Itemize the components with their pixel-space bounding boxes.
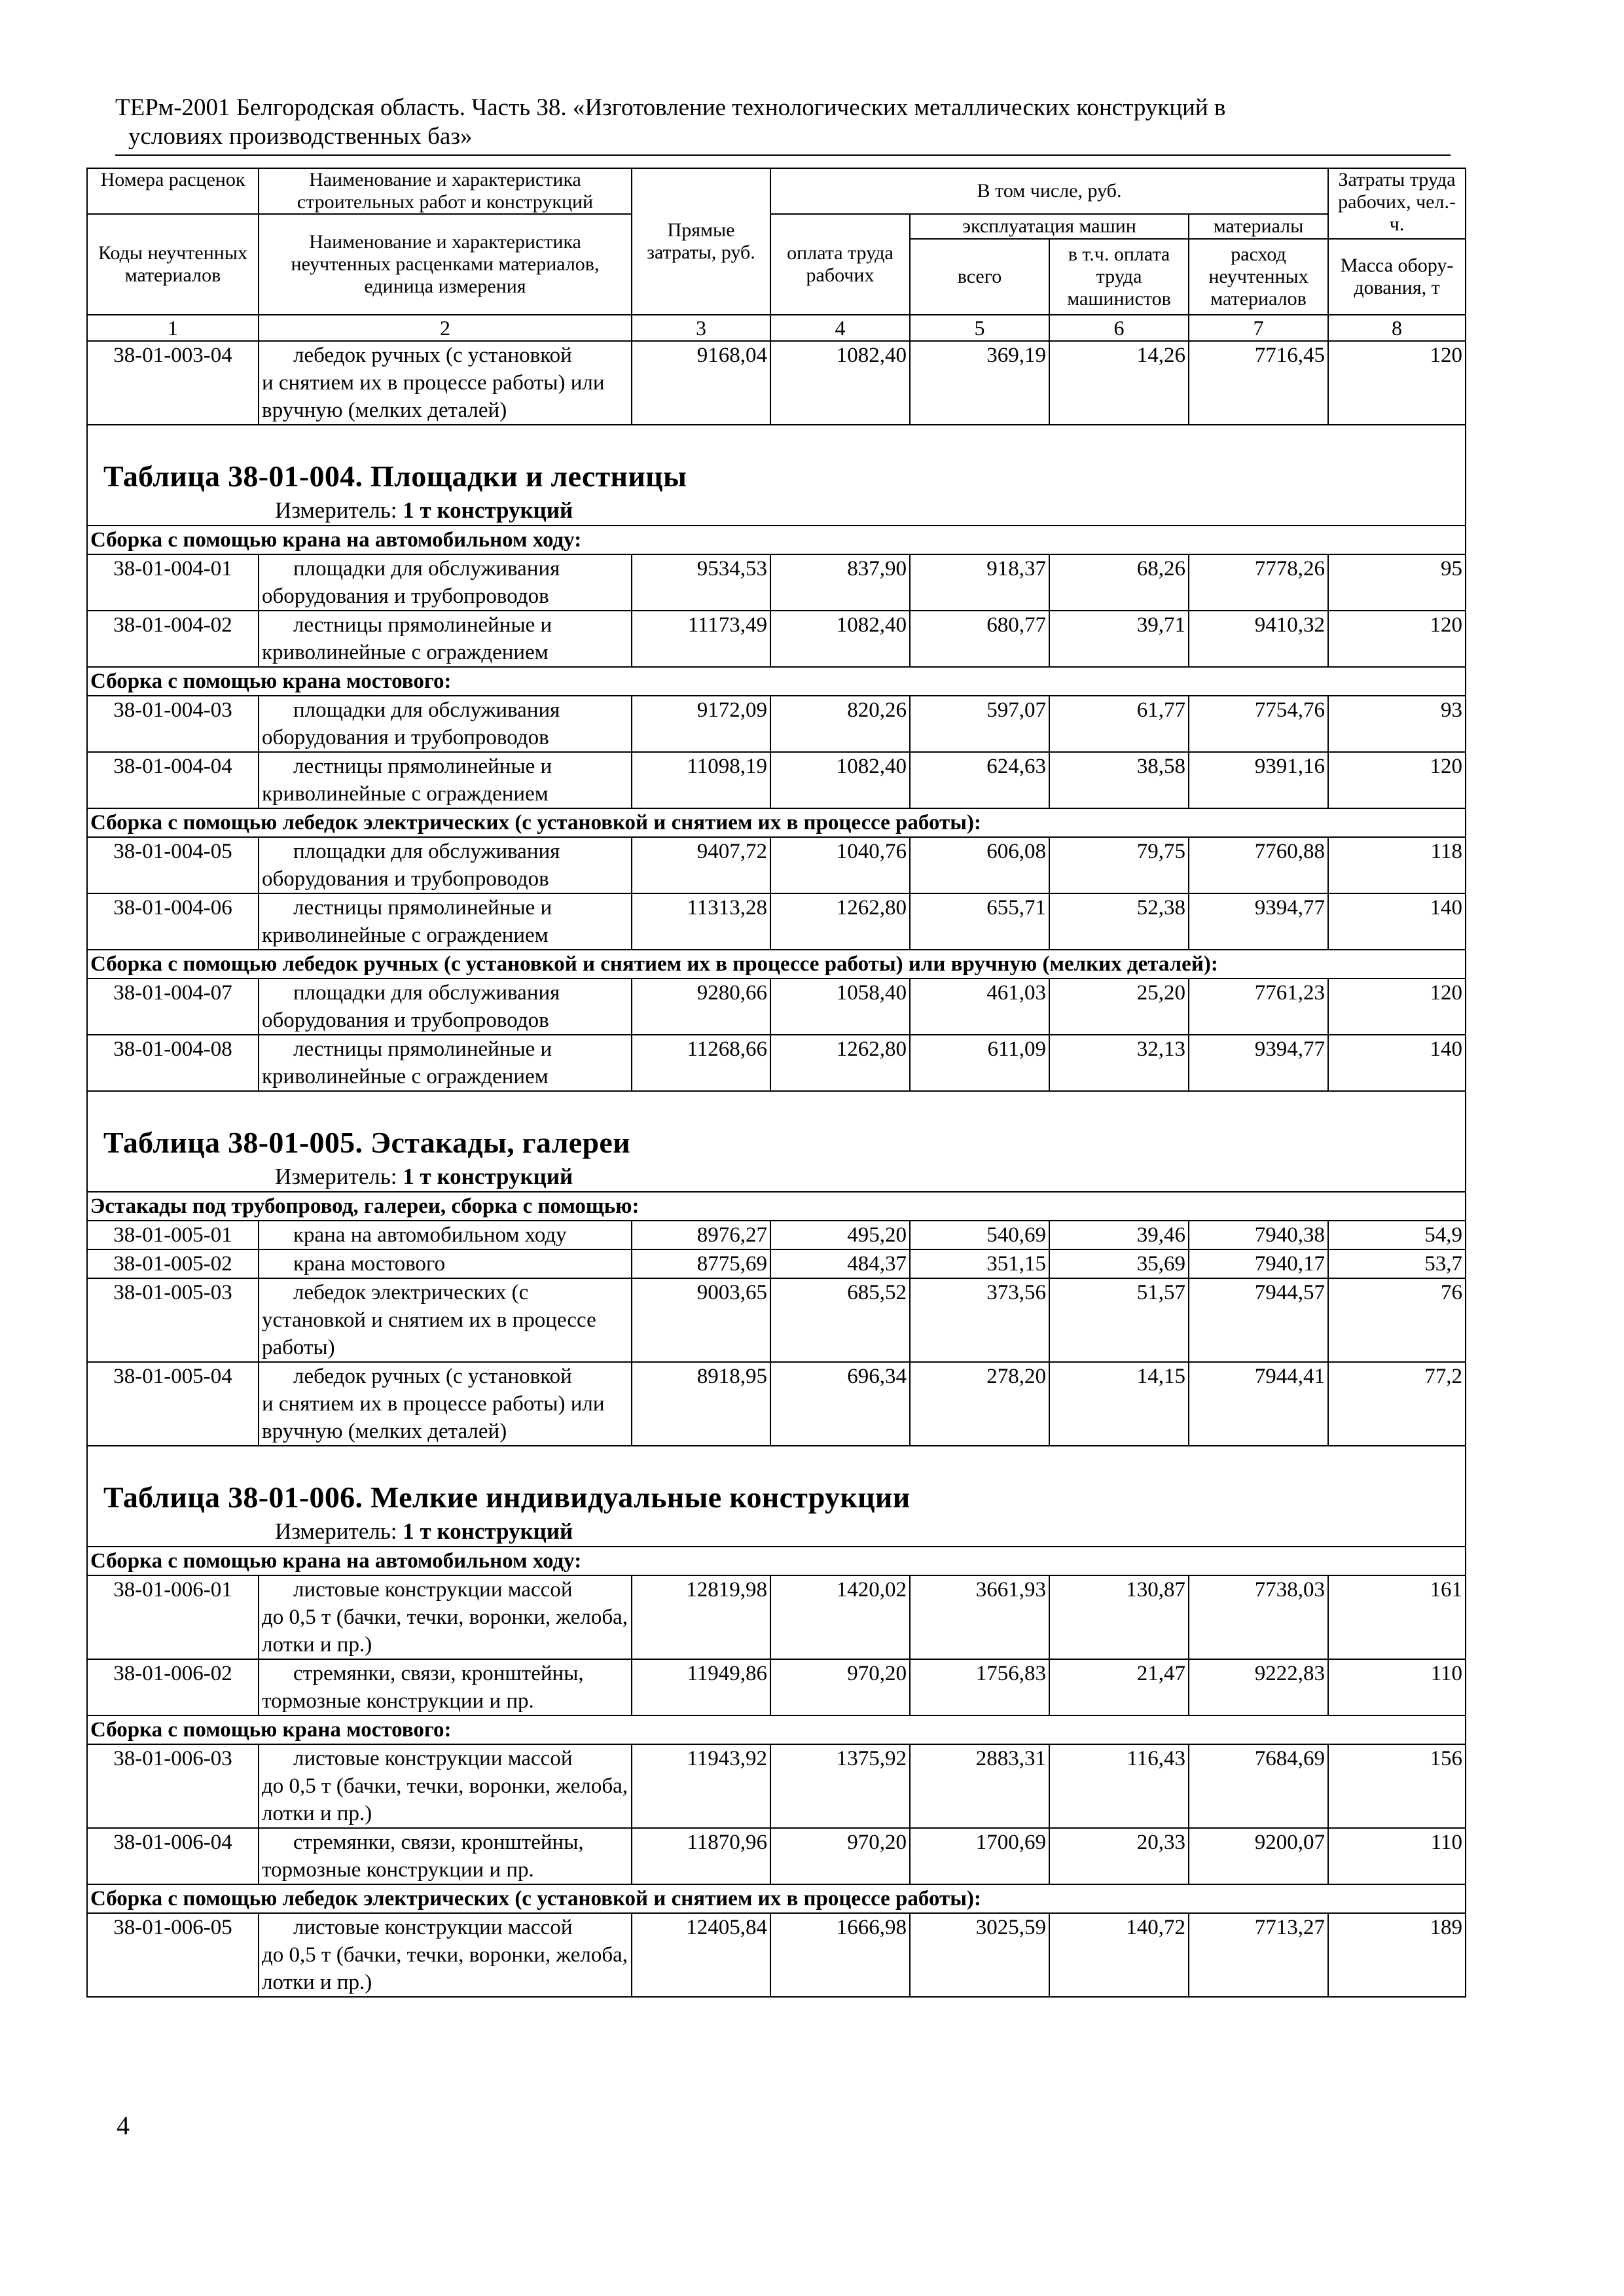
rate-value: 21,47 <box>1049 1659 1189 1715</box>
rate-code: 38-01-006-01 <box>87 1575 259 1659</box>
rate-value: 9391,16 <box>1189 752 1328 808</box>
section-row <box>87 1547 1466 1575</box>
rate-row <box>87 554 1466 611</box>
column-number: 3 <box>632 315 770 341</box>
table-heading-row <box>87 1446 1466 1547</box>
rate-value: 3661,93 <box>910 1575 1049 1659</box>
rate-value: 51,57 <box>1049 1278 1189 1362</box>
column-number: 6 <box>1049 315 1189 341</box>
rate-name-line1: листовые конструкции массой <box>293 1578 573 1602</box>
rate-row <box>87 1362 1466 1446</box>
rate-value: 12405,84 <box>632 1913 770 1997</box>
rate-value: 484,37 <box>770 1249 910 1278</box>
rate-value: 12819,98 <box>632 1575 770 1659</box>
header-c1-bottom: Коды неучтенных материалов <box>87 214 259 315</box>
header-material-use: расход неучтенных материалов <box>1189 239 1328 315</box>
rate-name-line2: криволинейные с ограждением <box>262 924 549 947</box>
measure-value: 1 т конструкций <box>403 1164 573 1189</box>
rate-value: 2883,31 <box>910 1744 1049 1828</box>
rate-name <box>259 554 632 611</box>
rate-value: 120 <box>1328 752 1466 808</box>
rate-value: 39,46 <box>1049 1221 1189 1249</box>
table-measure <box>90 1517 1462 1546</box>
section-row <box>87 1884 1466 1913</box>
rate-value: 25,20 <box>1049 978 1189 1035</box>
rate-name-line1: площадки для обслуживания <box>293 981 560 1005</box>
table-title: Таблица 38-01-006. Мелкие индивидуальные конструкции <box>103 1480 911 1514</box>
rate-value: 52,38 <box>1049 893 1189 950</box>
rate-name-line1: площадки для обслуживания <box>293 698 560 722</box>
rate-value: 14,15 <box>1049 1362 1189 1446</box>
rate-name-line2: до 0,5 т (бачки, течки, воронки, желоба, лотки и пр.) <box>262 1605 628 1657</box>
rate-name <box>259 611 632 667</box>
rate-row <box>87 1744 1466 1828</box>
rate-value: 1420,02 <box>770 1575 910 1659</box>
header-machines: эксплуатация машин <box>910 214 1189 239</box>
rate-value: 61,77 <box>1049 696 1189 752</box>
header-including: В том числе, руб. <box>770 168 1328 214</box>
rate-value: 373,56 <box>910 1278 1049 1362</box>
rate-value: 820,26 <box>770 696 910 752</box>
section-title: Сборка с помощью лебедок электрических (с установкой и снятием их в процессе работы): <box>87 1884 1466 1913</box>
rate-value: 7716,45 <box>1189 341 1328 425</box>
rate-value: 1082,40 <box>770 611 910 667</box>
rate-value: 8775,69 <box>632 1249 770 1278</box>
rate-value: 110 <box>1328 1828 1466 1884</box>
rate-value: 9394,77 <box>1189 1035 1328 1091</box>
rate-name-line2: оборудования и трубопроводов <box>262 867 549 891</box>
rate-code: 38-01-004-02 <box>87 611 259 667</box>
measure-label: Измеритель: <box>275 1164 397 1189</box>
header-labor-costs: Затраты труда рабочих, чел.-ч. <box>1328 168 1466 239</box>
rate-value: 1082,40 <box>770 752 910 808</box>
rate-row <box>87 837 1466 893</box>
rate-value: 140 <box>1328 893 1466 950</box>
document-title <box>115 94 1490 151</box>
rate-value: 1082,40 <box>770 341 910 425</box>
rate-code: 38-01-004-04 <box>87 752 259 808</box>
section-title: Эстакады под трубопровод, галереи, сборка с помощью: <box>87 1192 1466 1221</box>
table-heading <box>87 1091 1466 1192</box>
rate-value: 9534,53 <box>632 554 770 611</box>
rate-value: 118 <box>1328 837 1466 893</box>
rate-row <box>87 893 1466 950</box>
rate-name-line1: крана на автомобильном ходу <box>293 1223 567 1247</box>
rate-code: 38-01-005-01 <box>87 1221 259 1249</box>
rate-value: 189 <box>1328 1913 1466 1997</box>
rate-name-line1: лестницы прямолинейные и <box>293 755 552 778</box>
rate-name <box>259 1575 632 1659</box>
rate-value: 9168,04 <box>632 341 770 425</box>
rate-value: 7754,76 <box>1189 696 1328 752</box>
rate-value: 77,2 <box>1328 1362 1466 1446</box>
table-heading-row <box>87 425 1466 526</box>
column-number: 8 <box>1328 315 1466 341</box>
rate-value: 495,20 <box>770 1221 910 1249</box>
rate-value: 597,07 <box>910 696 1049 752</box>
rate-value: 11268,66 <box>632 1035 770 1091</box>
rate-value: 120 <box>1328 341 1466 425</box>
rate-value: 9003,65 <box>632 1278 770 1362</box>
header-workers-pay: оплата труда рабочих <box>770 214 910 315</box>
rate-name <box>259 752 632 808</box>
section-row <box>87 1192 1466 1221</box>
rate-name-line1: листовые конструкции массой <box>293 1916 573 1939</box>
column-number: 7 <box>1189 315 1328 341</box>
rate-value: 11949,86 <box>632 1659 770 1715</box>
column-number: 4 <box>770 315 910 341</box>
header-c1-top: Номера расценок <box>87 168 259 214</box>
rate-value: 7761,23 <box>1189 978 1328 1035</box>
rate-name <box>259 1278 632 1362</box>
table-heading <box>87 425 1466 526</box>
rate-value: 1262,80 <box>770 893 910 950</box>
measure-label: Измеритель: <box>275 1518 397 1544</box>
rate-value: 606,08 <box>910 837 1049 893</box>
column-number: 5 <box>910 315 1049 341</box>
rate-value: 369,19 <box>910 341 1049 425</box>
rate-value: 161 <box>1328 1575 1466 1659</box>
rate-value: 130,87 <box>1049 1575 1189 1659</box>
rate-name-line2: до 0,5 т (бачки, течки, воронки, желоба, лотки и пр.) <box>262 1774 628 1825</box>
rate-code: 38-01-004-05 <box>87 837 259 893</box>
rate-code: 38-01-006-02 <box>87 1659 259 1715</box>
rate-value: 7684,69 <box>1189 1744 1328 1828</box>
section-title: Сборка с помощью лебедок ручных (с установкой и снятием их в процессе работы) или вручную (мелких деталей): <box>87 950 1466 978</box>
rate-row <box>87 1221 1466 1249</box>
rate-row <box>87 1913 1466 1997</box>
rate-value: 11870,96 <box>632 1828 770 1884</box>
rate-value: 1666,98 <box>770 1913 910 1997</box>
rate-code: 38-01-004-07 <box>87 978 259 1035</box>
section-row <box>87 950 1466 978</box>
rate-value: 140,72 <box>1049 1913 1189 1997</box>
rate-row <box>87 696 1466 752</box>
rate-value: 8918,95 <box>632 1362 770 1446</box>
rate-value: 20,33 <box>1049 1828 1189 1884</box>
page-number: 4 <box>117 2111 130 2140</box>
rate-name <box>259 893 632 950</box>
rate-name <box>259 1249 632 1278</box>
rate-value: 655,71 <box>910 893 1049 950</box>
table-heading <box>87 1446 1466 1547</box>
rate-value: 120 <box>1328 978 1466 1035</box>
rate-value: 685,52 <box>770 1278 910 1362</box>
rate-code: 38-01-004-08 <box>87 1035 259 1091</box>
rate-value: 680,77 <box>910 611 1049 667</box>
rate-value: 140 <box>1328 1035 1466 1091</box>
rate-value: 970,20 <box>770 1659 910 1715</box>
rate-value: 624,63 <box>910 752 1049 808</box>
rate-name-line1: листовые конструкции массой <box>293 1747 573 1770</box>
rate-name-line2: оборудования и трубопроводов <box>262 1009 549 1032</box>
rate-value: 54,9 <box>1328 1221 1466 1249</box>
rate-code: 38-01-004-06 <box>87 893 259 950</box>
rate-value: 9200,07 <box>1189 1828 1328 1884</box>
rate-name-line1: лебедок электрических (с <box>293 1281 529 1304</box>
table-heading-row <box>87 1091 1466 1192</box>
rate-name-line2: криволинейные с ограждением <box>262 641 549 664</box>
rate-name <box>259 1659 632 1715</box>
rate-name <box>259 837 632 893</box>
rate-name <box>259 1221 632 1249</box>
rate-code: 38-01-005-02 <box>87 1249 259 1278</box>
rate-name-line2: и снятием их в процессе работы) или вручную (мелких деталей) <box>262 371 605 422</box>
section-title: Сборка с помощью крана мостового: <box>87 1715 1466 1744</box>
rate-value: 1262,80 <box>770 1035 910 1091</box>
rate-value: 9394,77 <box>1189 893 1328 950</box>
rate-name-line2: установкой и снятием их в процессе работы) <box>262 1308 596 1359</box>
table-measure <box>90 1162 1462 1191</box>
header-machines-total: всего <box>910 239 1049 315</box>
rate-value: 7738,03 <box>1189 1575 1328 1659</box>
rate-name-line2: до 0,5 т (бачки, течки, воронки, желоба, лотки и пр.) <box>262 1943 628 1994</box>
rate-value: 918,37 <box>910 554 1049 611</box>
rate-value: 7760,88 <box>1189 837 1328 893</box>
rate-name-line1: лестницы прямолинейные и <box>293 613 552 637</box>
rate-value: 278,20 <box>910 1362 1049 1446</box>
rate-value: 7778,26 <box>1189 554 1328 611</box>
rate-row <box>87 752 1466 808</box>
rate-name <box>259 1362 632 1446</box>
rate-value: 95 <box>1328 554 1466 611</box>
section-row <box>87 808 1466 837</box>
rate-value: 76 <box>1328 1278 1466 1362</box>
rate-name-line2: тормозные конструкции и пр. <box>262 1689 534 1713</box>
rate-value: 53,7 <box>1328 1249 1466 1278</box>
rate-value: 9410,32 <box>1189 611 1328 667</box>
header-c2-bottom: Наименование и характеристика неучтенных расценками материалов, единица измерения <box>259 214 632 315</box>
rate-row <box>87 1659 1466 1715</box>
title-rule <box>115 154 1451 156</box>
rate-value: 1058,40 <box>770 978 910 1035</box>
rate-name-line1: лестницы прямолинейные и <box>293 896 552 920</box>
rate-name <box>259 341 632 425</box>
rate-name-line2: оборудования и трубопроводов <box>262 584 549 608</box>
rate-row <box>87 1278 1466 1362</box>
column-number: 2 <box>259 315 632 341</box>
rate-value: 1756,83 <box>910 1659 1049 1715</box>
rate-value: 611,09 <box>910 1035 1049 1091</box>
header-machinists-pay: в т.ч. оплата труда машинистов <box>1049 239 1189 315</box>
rate-value: 9222,83 <box>1189 1659 1328 1715</box>
rate-code: 38-01-004-01 <box>87 554 259 611</box>
rate-value: 837,90 <box>770 554 910 611</box>
rate-name-line2: криволинейные с ограждением <box>262 782 549 806</box>
rate-value: 461,03 <box>910 978 1049 1035</box>
rate-row <box>87 1575 1466 1659</box>
table-measure <box>90 496 1462 525</box>
rate-name-line1: лестницы прямолинейные и <box>293 1037 552 1061</box>
rate-code: 38-01-003-04 <box>87 341 259 425</box>
rate-name-line1: стремянки, связи, кронштейны, <box>293 1662 584 1685</box>
rates-table <box>86 168 1466 1998</box>
table-title: Таблица 38-01-005. Эстакады, галереи <box>103 1126 630 1159</box>
rate-name <box>259 1828 632 1884</box>
rate-value: 39,71 <box>1049 611 1189 667</box>
measure-value: 1 т конструкций <box>403 497 573 523</box>
rate-value: 1040,76 <box>770 837 910 893</box>
rate-value: 9407,72 <box>632 837 770 893</box>
rate-row <box>87 1035 1466 1091</box>
rate-value: 120 <box>1328 611 1466 667</box>
rate-code: 38-01-005-03 <box>87 1278 259 1362</box>
rate-name <box>259 1913 632 1997</box>
rate-name-line2: и снятием их в процессе работы) или вручную (мелких деталей) <box>262 1392 605 1443</box>
rate-value: 79,75 <box>1049 837 1189 893</box>
rate-name-line1: лебедок ручных (с установкой <box>293 1365 572 1388</box>
rate-value: 116,43 <box>1049 1744 1189 1828</box>
rate-value: 35,69 <box>1049 1249 1189 1278</box>
rate-value: 8976,27 <box>632 1221 770 1249</box>
rate-name-line2: тормозные конструкции и пр. <box>262 1858 534 1882</box>
rate-row <box>87 1249 1466 1278</box>
header-c2-top: Наименование и характеристика строительных работ и конструкций <box>259 168 632 214</box>
rate-row <box>87 978 1466 1035</box>
rate-value: 93 <box>1328 696 1466 752</box>
rate-value: 7940,17 <box>1189 1249 1328 1278</box>
table-title: Таблица 38-01-004. Площадки и лестницы <box>103 459 687 493</box>
rate-value: 696,34 <box>770 1362 910 1446</box>
document-title-line1: ТЕРм-2001 Белгородская область. Часть 38. «Изготовление технологических металлических конструкций в <box>115 94 1226 121</box>
rate-value: 7944,41 <box>1189 1362 1328 1446</box>
rate-code: 38-01-006-03 <box>87 1744 259 1828</box>
rate-name <box>259 1035 632 1091</box>
rate-value: 351,15 <box>910 1249 1049 1278</box>
header-equipment-mass: Масса обору-дования, т <box>1328 239 1466 315</box>
rate-value: 14,26 <box>1049 341 1189 425</box>
rate-value: 9280,66 <box>632 978 770 1035</box>
rate-value: 1700,69 <box>910 1828 1049 1884</box>
section-title: Сборка с помощью лебедок электрических (с установкой и снятием их в процессе работы): <box>87 808 1466 837</box>
rate-value: 7713,27 <box>1189 1913 1328 1997</box>
rate-value: 11173,49 <box>632 611 770 667</box>
column-number: 1 <box>87 315 259 341</box>
rate-name-line2: криволинейные с ограждением <box>262 1065 549 1088</box>
rate-value: 1375,92 <box>770 1744 910 1828</box>
rate-value: 156 <box>1328 1744 1466 1828</box>
rate-name-line1: стремянки, связи, кронштейны, <box>293 1831 584 1854</box>
section-title: Сборка с помощью крана на автомобильном ходу: <box>87 1547 1466 1575</box>
rate-name-line1: площадки для обслуживания <box>293 557 560 581</box>
rate-value: 32,13 <box>1049 1035 1189 1091</box>
section-title: Сборка с помощью крана на автомобильном ходу: <box>87 526 1466 554</box>
measure-value: 1 т конструкций <box>403 1518 573 1544</box>
rate-value: 11313,28 <box>632 893 770 950</box>
rate-value: 7940,38 <box>1189 1221 1328 1249</box>
header-direct-costs: Прямые затраты, руб. <box>632 168 770 315</box>
rate-name-line2: оборудования и трубопроводов <box>262 726 549 749</box>
rate-value: 68,26 <box>1049 554 1189 611</box>
section-row <box>87 667 1466 696</box>
rate-name-line1: крана мостового <box>293 1252 446 1276</box>
rate-name <box>259 696 632 752</box>
rate-name-line1: площадки для обслуживания <box>293 840 560 863</box>
section-row <box>87 1715 1466 1744</box>
rate-value: 9172,09 <box>632 696 770 752</box>
rate-code: 38-01-006-04 <box>87 1828 259 1884</box>
header-materials: материалы <box>1189 214 1328 239</box>
rate-code: 38-01-006-05 <box>87 1913 259 1997</box>
rate-name <box>259 978 632 1035</box>
section-row <box>87 526 1466 554</box>
measure-label: Измеритель: <box>275 497 397 523</box>
rate-code: 38-01-004-03 <box>87 696 259 752</box>
rate-row <box>87 611 1466 667</box>
rate-value: 11943,92 <box>632 1744 770 1828</box>
rate-name-line1: лебедок ручных (с установкой <box>293 344 572 367</box>
rate-row <box>87 1828 1466 1884</box>
document-title-line2: условиях производственных баз» <box>128 123 473 150</box>
rate-value: 3025,59 <box>910 1913 1049 1997</box>
rate-value: 11098,19 <box>632 752 770 808</box>
rate-row <box>87 341 1466 425</box>
rate-value: 970,20 <box>770 1828 910 1884</box>
rate-name <box>259 1744 632 1828</box>
section-title: Сборка с помощью крана мостового: <box>87 667 1466 696</box>
rate-code: 38-01-005-04 <box>87 1362 259 1446</box>
rate-value: 38,58 <box>1049 752 1189 808</box>
rate-value: 7944,57 <box>1189 1278 1328 1362</box>
rate-value: 540,69 <box>910 1221 1049 1249</box>
rate-value: 110 <box>1328 1659 1466 1715</box>
